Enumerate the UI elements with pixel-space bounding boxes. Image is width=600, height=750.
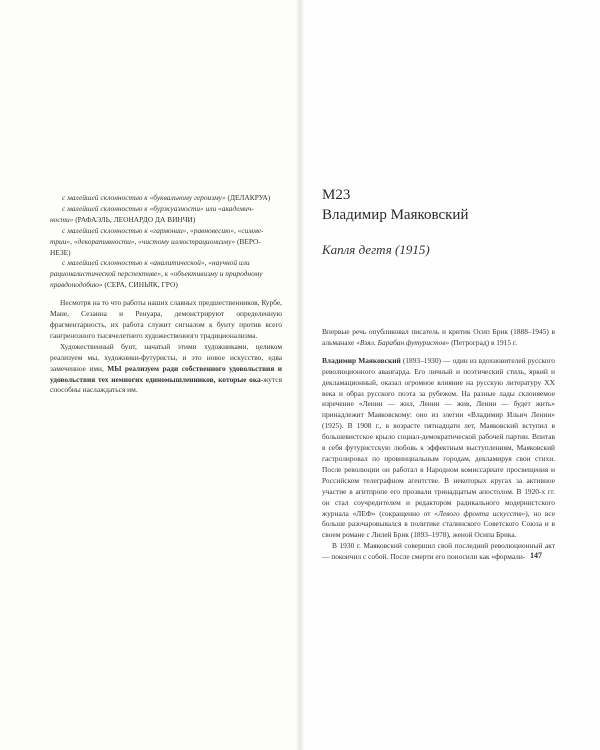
page-number: 147 [530, 551, 542, 560]
document-heading [322, 186, 552, 225]
document-code: М23 [322, 187, 351, 203]
author-name: Владимир Маяковский [322, 207, 469, 223]
right-page-text [322, 327, 555, 563]
quote-veronese-cont2: НЕЗЕ) [50, 247, 71, 257]
biography-paragraph-2: В 1930 г. Маяковский совершил свой последний революционный акт — покончил с собой. После смерти его поносили как «формали- [322, 541, 555, 562]
biography-paragraph: Владимир Маяковский (1893–1930) — один из вдохновителей русского революционного авангарда. Его личный и поэтический стиль, яркий и декламационный, оказал огромное влияние на русскую литературу XX века и образ русского поэта за рубежом. На разные лады склоняемое изречение «Ленин — жил, Ленин — жив, Ленин — будет жить» принадлежит Маяковскому: оно из элегии «Владимир Ильич Ленин» (1925). В 1908 г., в возрасте пятнадцати лет, Маяковский вступил в большевистское крыло социал-демократической рабочей партии. Впитав в себя футуристскую любовь к эффектным выступлениям, Маяковский гастролировал по провинциальным городам, декламируя свои стихи. После революции он работал в Народном комиссариате просвещения и Российском телеграфном агентстве. В некоторых кругах за активное участие в агитпропе его прозвали тринадцатым апостолом. В 1920-х гг. он стал соучредителем и редактором радикального модернистского журнала «ЛЕФ» (сокращенно от «Левого фронта искусств»), но все больше разочаровывался в политике сталинского Советского Союза и в своем романе с Лилей Брик (1893–1978), женой Осипа Брика. [322, 355, 556, 540]
quote-delacroix: с малейшей склонностью к «буквальному героизму» (ДЕЛАКРУА) [62, 193, 271, 202]
paragraph-predecessors: Несмотря на то что работы наших славных предшественников, Курбе, Мане, Сезанна и Ренуара, демонстрируют определенную фрагментарность, их работа служит сигналом к бунту против всего гангренозного тысячелетнего художественного традиционализма. [50, 298, 282, 340]
quote-seurat-cont: рационалистической перспективе», к «объективизму и природному [50, 269, 263, 279]
quote-seurat: с малейшей склонностью к «аналитической», «научной или [62, 258, 250, 268]
paragraph-revolt: Художественный бунт, начатый этими художниками, целиком реализуем мы, художники-футуристы, и это новое искусство, едва замеченное ими, МЫ реализуем ради собственного удовольствия и удовольствия тех немногих единомышленников, которые ока-жутся способны наслаждаться им. [50, 341, 282, 395]
left-page-text [50, 193, 282, 396]
quote-raphael: с малейшей склонностью к «буржуазности» или «академич- [62, 203, 254, 213]
book-gutter [295, 0, 305, 750]
quote-veronese-cont: трии», «декоративности», «чистому иллюстрационизму» (ВЕРО- [50, 236, 261, 246]
quote-seurat-cont2: правдоподобию» (СЕРА, СИНЬЯК, ГРО) [50, 280, 178, 290]
work-title: Капля дегтя (1915) [322, 242, 430, 257]
quote-veronese: с малейшей склонностью к «гармонии», «равновесию», «симме- [62, 225, 264, 235]
quote-raphael-cont: ности» (РАФАЭЛЬ, ЛЕОНАРДО ДА ВИНЧИ) [50, 214, 196, 224]
publication-note: Впервые речь опубликовал писатель и критик Осип Брик (1888–1945) в альманахе «Взял. Барабан футуристов» (Петроград) в 1915 г. [322, 327, 555, 347]
